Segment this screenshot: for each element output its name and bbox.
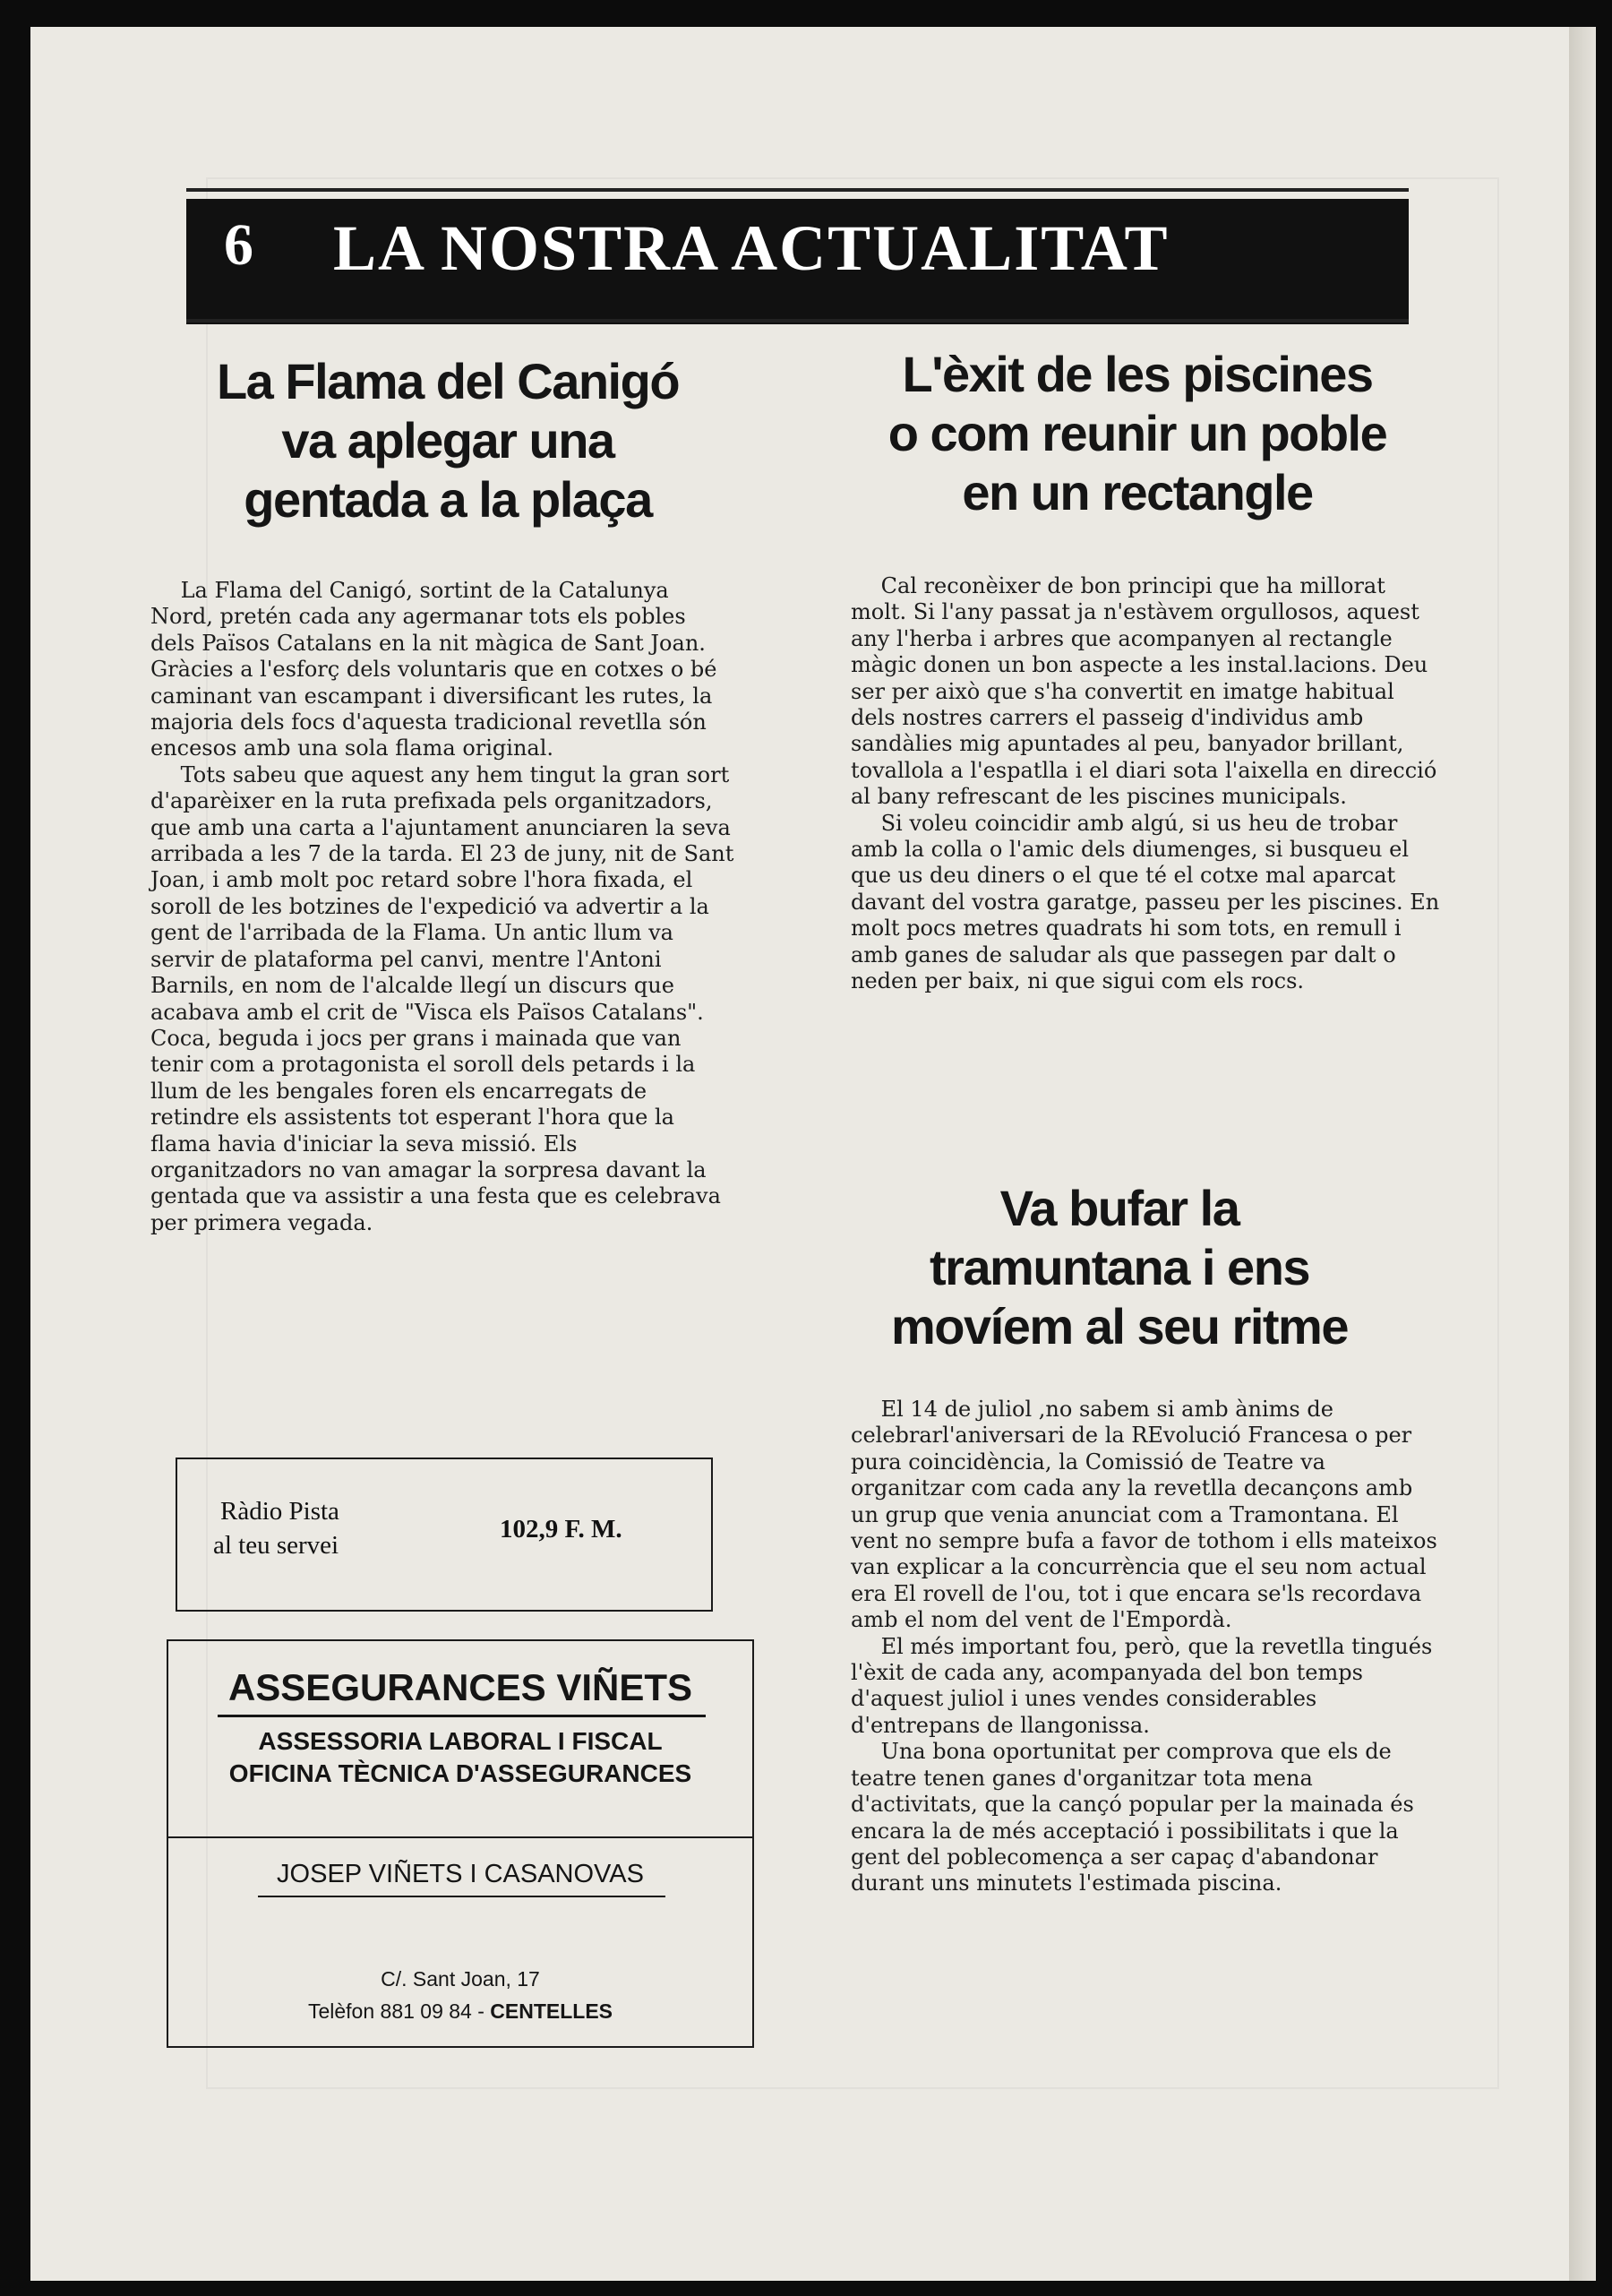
section-title: LA NOSTRA ACTUALITAT [333, 212, 1170, 284]
paragraph: Una bona oportunitat per comprova que els de teatre tenen ganes d'organitzar tota mena d'activitats, que la cançó popular per la mainada és encara la de més acceptació i possibilitats i que la gent del poblecomença a ser capaç d'abandonar durant uns minutets l'estimada piscina. [851, 1739, 1414, 1896]
paragraph: Tots sabeu que aquest any hem tingut la gran sort d'aparèixer en la ruta prefixada pels organitzadors, que amb una carta a l'ajuntament anunciaren la seva arribada a les 7 de la tarda. El 23 de juny, nit de Sant Joan, i amb molt poc retard sobre l'hora fixada, el soroll de les botzines de l'expedició va advertir a la gent de l'arribada de la Flama. Un antic llum va servir de plataforma pel canvi, mentre l'Antoni Barnils, en nom de l'alcalde llegí un discurs que acabava amb el crit de "Visca els Països Catalans". Coca, beguda i jocs per grans i mainada que van tenir com a protagonista el soroll dels petards i la llum de les bengales foren els encarregats de retindre els assistents tot esperant l'hora que la flama havia d'iniciar la seva missió. Els organitzadors no van amagar la sorpresa davant la gentada que va assistir a una festa que es celebrava per primera vegada. [150, 761, 734, 1235]
paragraph: El 14 de juliol ,no sabem si amb ànims de celebrarl'aniversari de la REvolució Francesa o per pura coincidència, la Comissió de Teatre va organitzar com cada any la revetlla decançons amb un grup que venia anunciat com a Tramontana. El vent no sempre bufa a favor de tothom i ells mateixos van explicar a la concurrència que el seu nom actual era El rovell de l'ou, tot i que encara se'ls recordava amb el nom del vent de l'Empordà. [851, 1397, 1437, 1633]
page-number: 6 [224, 212, 253, 278]
paragraph: Cal reconèixer de bon principi que ha millorat molt. Si l'any passat ja n'estàvem orgullosos, aquest any l'herba i arbres que acompanyen al rectangle màgic donen un bon aspecte a les instal.lacions. Deu ser per això que s'ha convertit en imatge habitual dels nostres carrers el passeig d'individus amb sandàlies mig apuntades al peu, banyador brillant, tovallola a l'espatlla i el diari sota l'aixella en direcció al bany refrescant de les piscines municipals. [851, 573, 1437, 810]
paragraph: La Flama del Canigó, sortint de la Catalunya Nord, pretén cada any agermanar tots els pobles dels Països Catalans en la nit màgica de Sant Joan. Gràcies a l'esforç dels voluntaris que en cotxes o bé caminant van escampant i diversificant les rutes, la majoria dels focs d'aquesta tradicional revetlla són encesos amb una sola flama original. [150, 578, 717, 761]
insurance-ad [167, 1639, 754, 2048]
article-body-flama [150, 578, 734, 1236]
article-headline-piscines [824, 345, 1451, 522]
radio-ad-frequency: 102,9 F. M. [500, 1515, 622, 1544]
article-headline-flama [170, 352, 725, 529]
article-headline-tramuntana [833, 1179, 1406, 1356]
headline-line: Va bufar la [999, 1180, 1239, 1236]
insurance-ad-address: C/. Sant Joan, 17 [381, 1967, 540, 1991]
insurance-ad-phone-line [168, 1999, 752, 2024]
insurance-ad-phone: Telèfon 881 09 84 - [307, 1999, 491, 2023]
headline-line: La Flama del Canigó [216, 353, 680, 409]
headline-line: L'èxit de les piscines [902, 346, 1373, 402]
article-body-piscines [851, 573, 1442, 995]
insurance-ad-town: CENTELLES [490, 1999, 613, 2023]
radio-ad-slogan: al teu servei [213, 1531, 339, 1560]
header-rule-top [186, 188, 1409, 192]
radio-pista-ad [176, 1458, 713, 1612]
headline-line: movíem al seu ritme [891, 1298, 1348, 1354]
insurance-ad-service-2: OFICINA TÈCNICA D'ASSEGURANCES [228, 1759, 692, 1787]
headline-line: va aplegar una [281, 412, 614, 469]
headline-line: gentada a la plaça [244, 471, 652, 528]
headline-line: en un rectangle [962, 464, 1313, 520]
insurance-ad-owner-rule [258, 1896, 665, 1897]
headline-line: tramuntana i ens [929, 1239, 1310, 1295]
insurance-ad-owner: JOSEP VIÑETS I CASANOVAS [277, 1860, 644, 1888]
header-rule-bottom [186, 319, 1409, 322]
paragraph: Si voleu coincidir amb algú, si us heu de trobar amb la colla o l'amic dels diumenges, si busqueu el que us deu diners o el que té el cotxe mal aparcat davant del vostra garatge, passeu per les piscines. En molt pocs metres quadrats hi som tots, en remull i amb ganes de saludar als que passegen par dalt o neden per baix, ni que sigui com els rocs. [851, 810, 1440, 994]
paragraph: El més important fou, però, que la revetlla tingués l'èxit de cada any, acompanyada del bon temps d'aquest juliol i unes vendes considerables d'entrepans de llangonissa. [851, 1633, 1433, 1738]
article-body-tramuntana [851, 1397, 1442, 1897]
insurance-ad-name: ASSEGURANCES VIÑETS [227, 1666, 693, 1708]
insurance-ad-rule [218, 1715, 706, 1717]
radio-ad-name: Ràdio Pista [220, 1497, 339, 1526]
insurance-ad-divider [168, 1836, 752, 1838]
insurance-ad-service-1: ASSESSORIA LABORAL I FISCAL [258, 1727, 663, 1755]
headline-line: o com reunir un poble [887, 405, 1387, 461]
